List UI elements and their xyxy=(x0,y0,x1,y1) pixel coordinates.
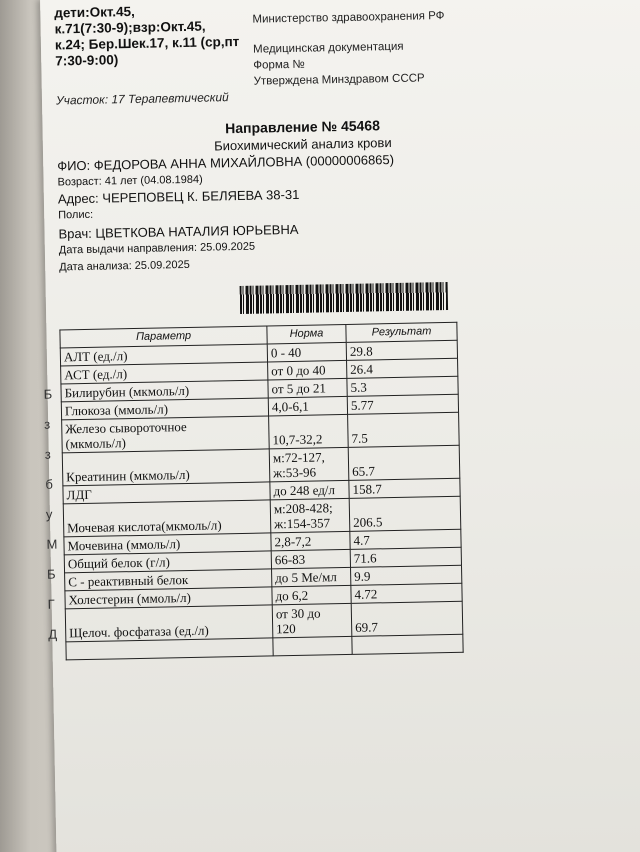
doctor-name: Врач: ЦВЕТКОВА НАТАЛИЯ ЮРЬЕВНА xyxy=(58,221,299,242)
uchastok-label: Участок: 17 Терапевтический xyxy=(55,90,229,108)
barcode xyxy=(240,282,448,314)
edge-char: у xyxy=(45,506,53,522)
header-param: Параметр xyxy=(60,326,267,348)
result-cell: 29.8 xyxy=(346,340,457,360)
norm-cell: 2,8-7,2 xyxy=(271,531,350,551)
param-cell: АЛТ (ед./л) xyxy=(60,344,267,366)
edge-char: Д xyxy=(48,626,58,642)
issue-date: Дата выдачи направления: 25.09.2025 xyxy=(58,240,256,257)
result-cell: 5.77 xyxy=(347,394,458,414)
result-cell: 158.7 xyxy=(349,478,460,498)
param-cell: Холестерин (ммоль/л) xyxy=(65,587,272,609)
param-cell: АСТ (ед./л) xyxy=(61,362,268,384)
empty-cell xyxy=(66,638,273,660)
edge-char: б xyxy=(45,476,53,492)
norm-cell: 66-83 xyxy=(271,549,350,569)
document-title: Направление № 45468 xyxy=(225,117,381,137)
param-cell: Билирубин (мкмоль/л) xyxy=(61,380,268,402)
edge-char: Б xyxy=(46,566,56,582)
edge-char: з xyxy=(44,416,51,432)
result-cell: 26.4 xyxy=(347,358,458,378)
result-cell: 4.72 xyxy=(351,583,462,603)
param-cell: Креатинин (мкмоль/л) xyxy=(62,449,270,486)
result-cell: 4.7 xyxy=(350,529,461,549)
norm-cell: от 5 до 21 xyxy=(268,378,347,398)
param-cell: Щелоч. фосфатаза (ед./л) xyxy=(65,605,273,642)
forma-label: Форма № xyxy=(253,58,305,72)
param-cell: Железо сывороточное (мкмоль/л) xyxy=(62,416,270,453)
edge-char: М xyxy=(46,536,58,552)
edge-char: Г xyxy=(47,596,55,612)
ministry-block xyxy=(252,8,445,90)
param-cell: ЛДГ xyxy=(63,482,270,504)
patient-info xyxy=(57,151,396,275)
norm-cell: 4,0-6,1 xyxy=(268,396,347,416)
patient-age: Возраст: 41 лет (04.08.1984) xyxy=(57,173,203,189)
norm-cell: от 30 до 120 xyxy=(272,603,352,638)
result-cell: 65.7 xyxy=(348,445,460,480)
param-cell: Общий белок (г/л) xyxy=(64,551,271,573)
norm-cell: м:208-428; ж:154-357 xyxy=(270,498,350,533)
param-cell: Глюкоза (ммоль/л) xyxy=(61,398,268,420)
norm-cell: до 248 ед/л xyxy=(270,480,349,500)
referral-sheet xyxy=(40,0,640,852)
norm-cell: 10,7-32,2 xyxy=(269,414,349,449)
results-table xyxy=(59,322,463,661)
document-subtitle: Биохимический анализ крови xyxy=(213,135,392,154)
ministry-name: Министерство здравоохранения РФ xyxy=(252,10,445,26)
norm-cell: м:72-127, ж:53-96 xyxy=(269,447,349,482)
patient-polis: Полис: xyxy=(58,208,94,222)
norm-cell: до 5 Ме/мл xyxy=(272,567,351,587)
result-cell: 71.6 xyxy=(350,547,461,567)
header-norm: Норма xyxy=(267,324,346,344)
address-block: дети:Окт.45, к.71(7:30-9);взр:Окт.45, к.24; Бер.Шек.17, к.11 (ср,пт 7:30-9:00) xyxy=(54,3,240,69)
param-cell: С - реактивный белок xyxy=(65,569,272,591)
param-cell: Мочевая кислота(мкмоль/л) xyxy=(63,500,271,537)
empty-cell xyxy=(352,634,463,654)
result-cell: 69.7 xyxy=(351,601,463,636)
patient-address: Адрес: ЧЕРЕПОВЕЦ К. БЕЛЯЕВА 38-31 xyxy=(57,186,300,207)
results-body xyxy=(60,340,463,660)
result-cell: 206.5 xyxy=(349,496,461,531)
empty-cell xyxy=(273,636,352,656)
edge-char: Б xyxy=(43,386,53,402)
patient-fio: ФИО: ФЕДОРОВА АННА МИХАЙЛОВНА (00000006865) xyxy=(57,151,395,174)
norm-cell: 0 - 40 xyxy=(267,342,346,362)
result-cell: 7.5 xyxy=(348,412,460,447)
param-cell: Мочевина (ммоль/л) xyxy=(64,533,271,555)
approved-label: Утверждена Минздравом СССР xyxy=(253,72,425,88)
analysis-date: Дата анализа: 25.09.2025 xyxy=(59,258,190,274)
med-doc-label: Медицинская документация xyxy=(252,40,404,56)
norm-cell: до 6,2 xyxy=(272,585,351,605)
norm-cell: от 0 до 40 xyxy=(268,360,347,380)
result-cell: 9.9 xyxy=(351,565,462,585)
edge-char: з xyxy=(44,446,51,462)
result-cell: 5.3 xyxy=(347,376,458,396)
header-result: Результат xyxy=(346,322,457,342)
